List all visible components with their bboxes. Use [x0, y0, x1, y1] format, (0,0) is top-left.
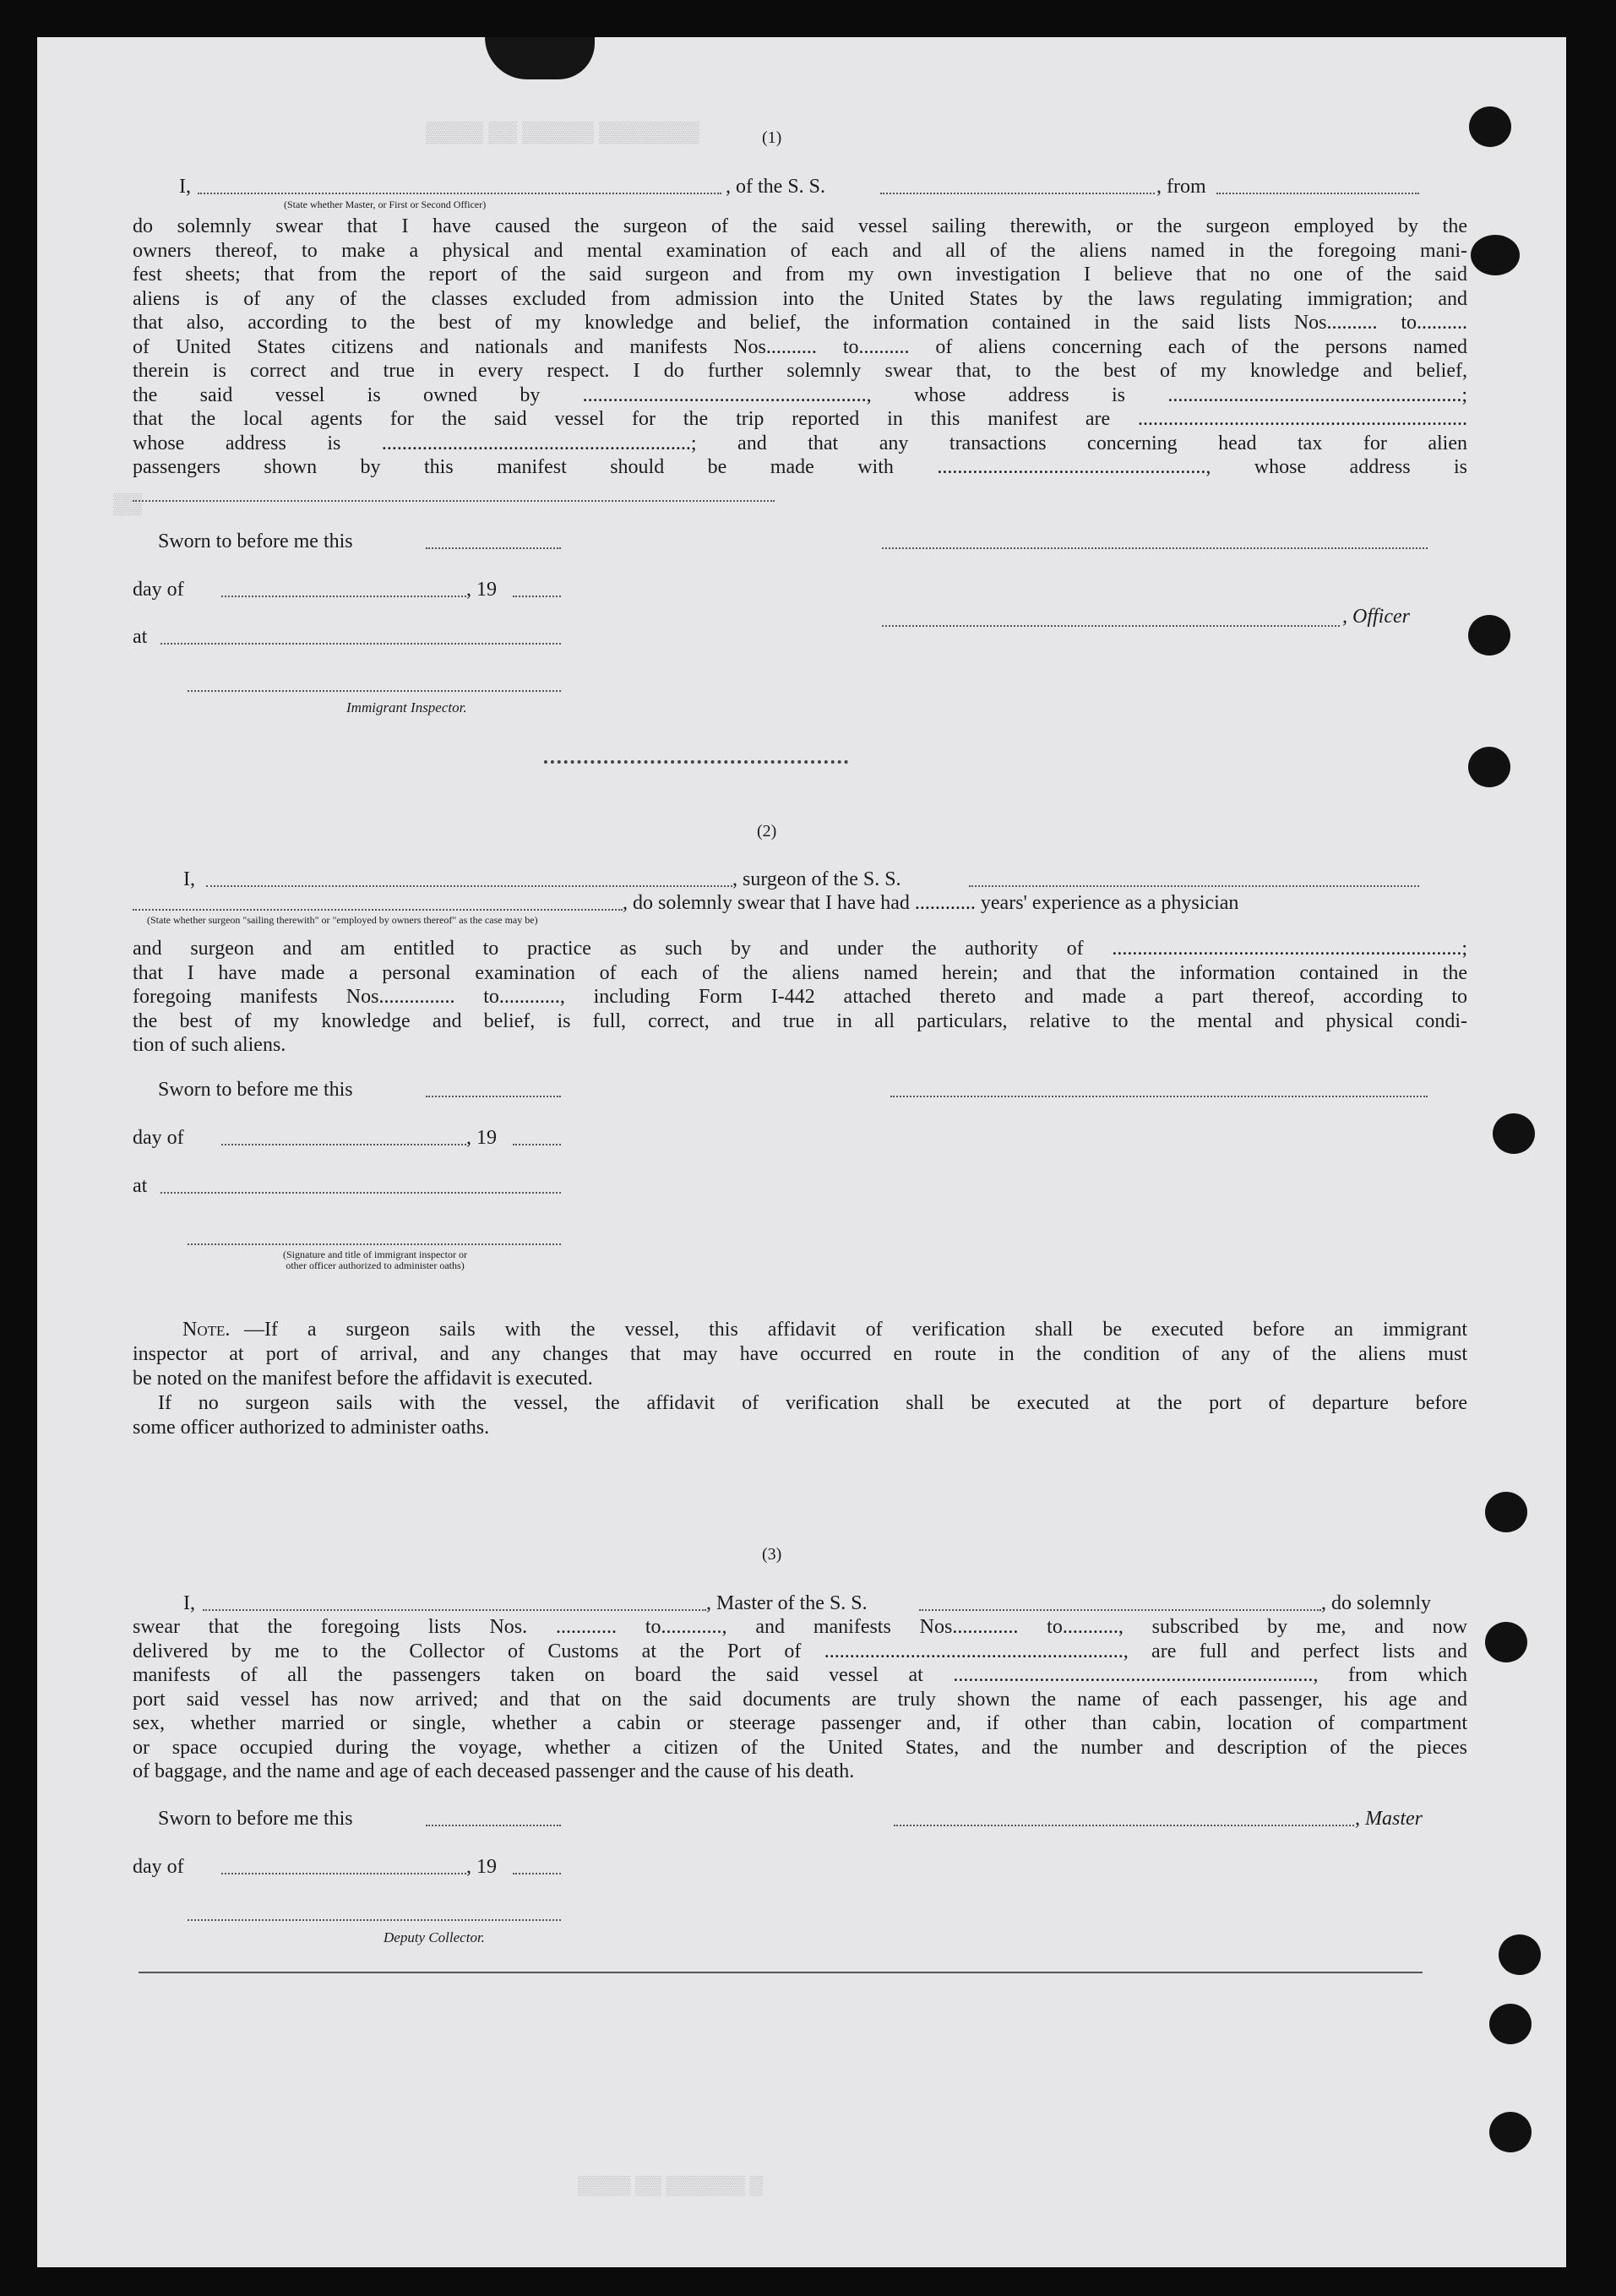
- surgeon-name-field[interactable]: [206, 885, 732, 887]
- surgeon-signature-field[interactable]: [890, 1096, 1428, 1097]
- note-line: be noted on the manifest before the affidavit is executed.: [133, 1368, 593, 1390]
- punch-hole: [1493, 1113, 1535, 1154]
- punch-hole: [1499, 1934, 1541, 1975]
- punch-hole: [1485, 1622, 1527, 1662]
- paragraph-line: passengers shown by this manifest should be made with ....................................................., whose address is: [133, 456, 1467, 478]
- master-signature-field[interactable]: [894, 1825, 1354, 1826]
- surgeon-of-ss-label: , surgeon of the S. S.: [732, 868, 901, 890]
- paragraph-line: the best of my knowledge and belief, is full, correct, and true in all particulars, relative to the mental and physical condi-: [133, 1009, 1467, 1032]
- paragraph-line: and surgeon and am entitled to practice as such by and under the authority of .....................................................................;: [133, 938, 1467, 960]
- sworn-date-field[interactable]: [426, 1825, 561, 1826]
- experience-text: , do solemnly swear that I have had ............ years' experience as a physician: [623, 892, 1239, 914]
- month-field[interactable]: [221, 596, 466, 597]
- note2-line: If no surgeon sails with the vessel, the affidavit of verification shall be executed at the port of departure before: [158, 1392, 1467, 1414]
- paragraph-line: port said vessel has now arrived; and that on the said documents are truly shown the name of each passenger, his age and: [133, 1688, 1467, 1711]
- paragraph-line: therein is correct and true in every respect. I do further solemnly swear that, to the best of my knowledge and belief,: [133, 360, 1467, 382]
- sworn-label: Sworn to before me this: [158, 530, 353, 552]
- punch-hole: [1468, 747, 1510, 787]
- head-tax-address-field[interactable]: [133, 500, 775, 502]
- at-place-field[interactable]: [161, 1192, 561, 1194]
- oath-i-label: I,: [179, 176, 191, 198]
- punch-hole: [1489, 2004, 1532, 2044]
- sworn-date-field[interactable]: [426, 1096, 561, 1097]
- note2-line: some officer authorized to administer oaths.: [133, 1417, 490, 1439]
- punch-hole: [1469, 106, 1511, 147]
- collector-label: Deputy Collector.: [384, 1929, 485, 1945]
- oath-i-label: I,: [183, 1592, 195, 1614]
- sworn-label: Sworn to before me this: [158, 1808, 353, 1830]
- master-name-field[interactable]: [203, 1609, 706, 1611]
- from-label: , from: [1156, 176, 1206, 198]
- document-page: [37, 37, 1566, 2267]
- punch-hole: [1489, 2112, 1532, 2152]
- master-label: , Master: [1355, 1808, 1423, 1830]
- at-place-field[interactable]: [161, 643, 561, 645]
- punch-hole: [1471, 235, 1520, 275]
- paragraph-line: sex, whether married or single, whether a cabin or steerage passenger and, if other than cabin, location of compartment: [133, 1712, 1467, 1734]
- paragraph-line: that the local agents for the said vessel for the trip reported in this manifest are .................................................................: [133, 408, 1467, 430]
- year-field[interactable]: [513, 596, 561, 597]
- officer-signature-field-1[interactable]: [882, 547, 1428, 549]
- officer-signature-field-2[interactable]: [882, 625, 1340, 627]
- year-field[interactable]: [513, 1144, 561, 1145]
- master-of-ss-label: , Master of the S. S.: [706, 1592, 868, 1614]
- section-1-paragraph: [133, 215, 1467, 480]
- section-3-paragraph: [133, 1615, 1467, 1784]
- note-label: Note.: [182, 1319, 231, 1341]
- section-3-number: (3): [762, 1545, 782, 1564]
- paragraph-line: delivered by me to the Collector of Customs at the Port of ..........................................................., are full and perfect lists and: [133, 1640, 1467, 1662]
- sworn-label: Sworn to before me this: [158, 1079, 353, 1101]
- day-of-label: day of: [133, 579, 184, 601]
- collector-signature-field[interactable]: [188, 1919, 561, 1921]
- paragraph-line: that also, according to the best of my knowledge and belief, the information contained in the said lists Nos.......... to..........: [133, 312, 1467, 334]
- paragraph-line: of baggage, and the name and age of each deceased passenger and the cause of his death.: [133, 1760, 855, 1782]
- inspector-signature-field[interactable]: [188, 1243, 561, 1245]
- note-line: inspector at port of arrival, and any changes that may have occurred en route in the condition of any of the aliens must: [133, 1343, 1467, 1365]
- sworn-date-field[interactable]: [426, 547, 561, 549]
- surgeon-status-field[interactable]: [133, 909, 623, 911]
- paragraph-line: do solemnly swear that I have caused the surgeon of the said vessel sailing therewith, or the surgeon employed by the: [133, 215, 1467, 237]
- bleed-through-text: ▒▒: [113, 493, 143, 515]
- month-field[interactable]: [221, 1144, 466, 1145]
- month-field[interactable]: [221, 1873, 466, 1874]
- paragraph-line: fest sheets; that from the report of the said surgeon and from my own investigation I believe that no one of the said: [133, 264, 1467, 286]
- paragraph-line: swear that the foregoing lists Nos. ............ to............, and manifests Nos............. to..........., subscribed by me, and now: [133, 1616, 1467, 1638]
- inspector-signature-field[interactable]: [188, 690, 561, 692]
- oath-i-label: I,: [183, 868, 195, 890]
- from-port-field[interactable]: [1216, 193, 1419, 194]
- vessel-name-field[interactable]: [880, 193, 1155, 194]
- bottom-rule: [139, 1972, 1423, 1973]
- section-1-number: (1): [762, 128, 782, 147]
- punch-hole: [1468, 615, 1510, 656]
- officer-rank-note: (State whether Master, or First or Second Officer): [284, 199, 487, 210]
- year-prefix: , 19: [466, 579, 497, 601]
- signature-note-1: (Signature and title of immigrant inspector or: [283, 1249, 467, 1260]
- inspector-label: Immigrant Inspector.: [346, 699, 467, 715]
- vessel-name-field-2[interactable]: [969, 885, 1419, 887]
- vessel-name-field-3[interactable]: [919, 1609, 1321, 1611]
- ink-blot: [485, 37, 595, 79]
- year-field[interactable]: [513, 1873, 561, 1874]
- at-label: at: [133, 1175, 148, 1197]
- paragraph-line: manifests of all the passengers taken on board the said vessel at ......................................................................., from which: [133, 1664, 1467, 1686]
- paragraph-line: tion of such aliens.: [133, 1034, 286, 1056]
- paragraph-line: that I have made a personal examination of each of the aliens named herein; and that the information contained in the: [133, 961, 1467, 984]
- day-of-label: day of: [133, 1127, 184, 1149]
- year-prefix: , 19: [466, 1127, 497, 1149]
- section-2-number: (2): [757, 822, 777, 841]
- of-the-ss-label: , of the S. S.: [726, 176, 826, 198]
- paragraph-line: foregoing manifests Nos............... to............, including Form I-442 attached thereto and made a part thereof, according to: [133, 986, 1467, 1008]
- at-label: at: [133, 626, 148, 648]
- bleed-through-text: ▒▒▒▒ ▒▒ ▒▒▒▒▒▒ ▒: [578, 2174, 764, 2195]
- note-text: —If a surgeon sails with the vessel, this affidavit of verification shall be executed before an immigrant: [244, 1319, 1467, 1341]
- paragraph-line: owners thereof, to make a physical and mental examination of each and all of the aliens named in the foregoing mani-: [133, 239, 1467, 262]
- paragraph-line: or space occupied during the voyage, whether a citizen of the United States, and the number and description of the pieces: [133, 1736, 1467, 1759]
- surgeon-status-note: (State whether surgeon "sailing therewith" or "employed by owners thereof" as the case may be): [147, 914, 538, 926]
- stray-dotted-line: [544, 760, 848, 764]
- year-prefix: , 19: [466, 1856, 497, 1878]
- officer-label: , Officer: [1342, 606, 1410, 628]
- signature-note-2: other officer authorized to administer oaths): [286, 1260, 465, 1271]
- paragraph-line: the said vessel is owned by ........................................................, whose address is ..........................................................;: [133, 384, 1467, 406]
- bleed-through-text: ▒▒▒▒ ▒▒ ▒▒▒▒▒ ▒▒▒▒▒▒▒: [426, 122, 700, 144]
- paragraph-line: whose address is .............................................................; and that any transactions concerning head tax for alien: [133, 432, 1467, 454]
- punch-hole: [1485, 1492, 1527, 1532]
- paragraph-line: of United States citizens and nationals and manifests Nos.......... to.......... of aliens concerning each of the persons named: [133, 335, 1467, 358]
- paragraph-line: aliens is of any of the classes excluded from admission into the United States by the laws regulating immigration; and: [133, 287, 1467, 310]
- officer-name-field[interactable]: [198, 193, 721, 194]
- section-2-paragraph: [133, 937, 1467, 1058]
- do-solemnly-label: , do solemnly: [1321, 1592, 1431, 1614]
- day-of-label: day of: [133, 1856, 184, 1878]
